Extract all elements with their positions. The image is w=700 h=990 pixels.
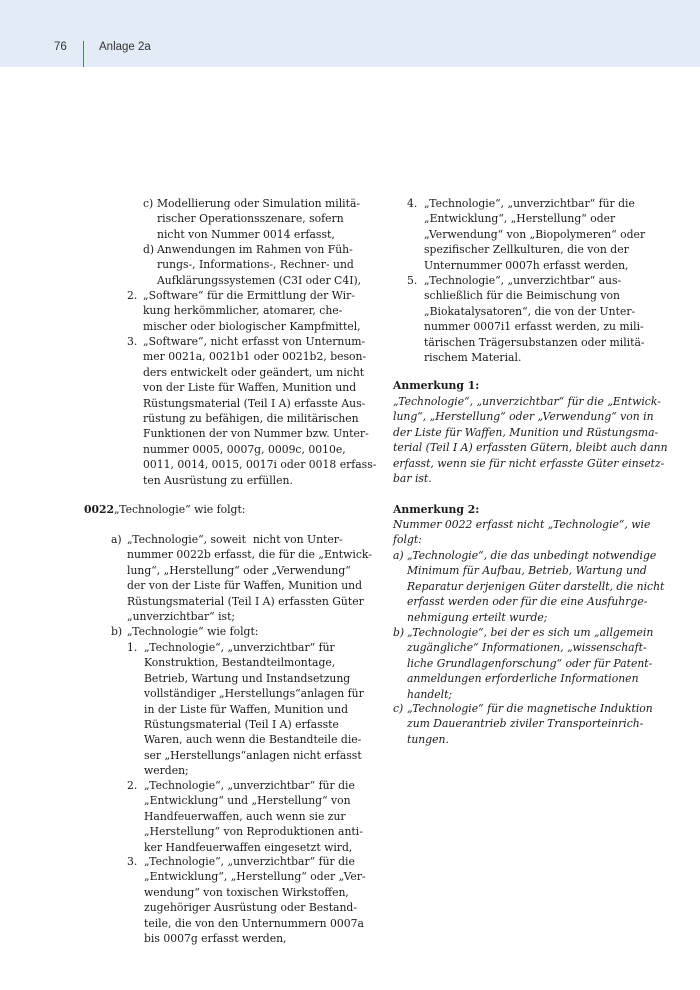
text-line: erfasst werden oder für die eine Ausfuhrge-	[407, 595, 648, 609]
text-line: ser „Herstellungs“anlagen nicht erfasst	[144, 748, 362, 762]
item-2-text	[143, 288, 361, 334]
text-line: rischer Operationsszenare, sofern	[157, 212, 344, 226]
text-line: mer 0021a, 0021b1 oder 0021b2, beson-	[143, 350, 367, 364]
text-line: Minimum für Aufbau, Betrieb, Wartung und	[407, 564, 647, 578]
item-b2-marker: 2.	[127, 779, 138, 792]
item-a-text	[127, 532, 372, 624]
text-line: „Entwicklung“, „Herstellung“ oder	[424, 212, 616, 226]
text-line: bar ist.	[393, 472, 432, 486]
text-line: teile, die von den Unternummern 0007a	[144, 916, 364, 930]
text-line: Rüstungsmaterial (Teil I A) erfassten Güter	[127, 594, 364, 608]
text-line: der Liste für Waffen, Munition und Rüstungsma-	[393, 425, 659, 439]
text-line: tärischen Trägersubstanzen oder militä-	[424, 335, 645, 349]
text-line: „unverzichtbar“ ist;	[127, 610, 236, 624]
text-line: rischem Material.	[424, 351, 522, 365]
text-line: nehmigung erteilt wurde;	[407, 610, 548, 624]
text-line: der von der Liste für Waffen, Munition und	[127, 579, 363, 593]
text-line: zugängliche“ Informationen, „wissenschaft-	[407, 641, 647, 655]
text-line: liche Grundlagenforschung“ oder für Patent-	[407, 656, 653, 670]
text-line: „Verwendung“ von „Biopolymeren“ oder	[424, 227, 646, 241]
text-line: „Entwicklung“ und „Herstellung“ von	[144, 794, 351, 808]
item-b1-marker: 1.	[127, 641, 138, 654]
text-line: terial (Teil I A) erfassten Gütern, bleibt auch dann	[393, 441, 668, 455]
text-line: Konstruktion, Bestandteilmontage,	[144, 656, 336, 670]
text-line: Rüstungsmaterial (Teil I A) erfasste	[144, 718, 339, 732]
item-5-marker: 5.	[407, 274, 418, 287]
note2-b-text	[407, 625, 653, 702]
item-b-marker: b)	[111, 625, 123, 638]
entry-title: „Technologie“ wie folgt:	[114, 503, 246, 516]
item-b3-marker: 3.	[127, 855, 138, 868]
text-line: „Software“, nicht erfasst von Unternum-	[143, 335, 366, 348]
text-line: kung herkömmlicher, atomarer, che-	[143, 304, 343, 318]
text-line: ker Handfeuerwaffen eingesetzt wird,	[144, 840, 353, 854]
note1-text	[393, 394, 668, 486]
text-line: „Technologie“, die das unbedingt notwendige	[407, 549, 657, 562]
item-3-marker: 3.	[127, 335, 138, 348]
text-line: Anwendungen im Rahmen von Füh-	[157, 243, 353, 256]
text-line: rüstung zu befähigen, die militärischen	[143, 412, 359, 426]
text-line: vollständiger „Herstellungs“anlagen für	[144, 687, 364, 701]
note2-a-text	[407, 548, 664, 625]
item-b2-text	[144, 778, 363, 855]
text-line: rungs-, Informations-, Rechner- und	[157, 258, 354, 272]
text-line: bis 0007g erfasst werden,	[144, 932, 287, 946]
item-c-marker: c)	[143, 197, 154, 210]
text-line: „Technologie“, „unverzichtbar“ für die	[144, 779, 355, 792]
item-5-text	[424, 273, 645, 365]
item-d-marker: d)	[143, 243, 155, 256]
text-line: lung“, „Herstellung“ oder „Verwendung“	[127, 563, 351, 577]
text-line: nummer 0007i1 erfasst werden, zu mili-	[424, 320, 644, 334]
text-line: in der Liste für Waffen, Munition und	[144, 702, 348, 716]
entry-number: 0022	[84, 503, 115, 516]
text-line: ders entwickelt oder geändert, um nicht	[143, 365, 365, 379]
text-line: werden;	[144, 764, 189, 778]
text-line: „Technologie“ für die magnetische Induktion	[407, 702, 653, 715]
text-line: schließlich für die Beimischung von	[424, 289, 620, 303]
item-4-marker: 4.	[407, 197, 418, 210]
text-line: zum Dauerantrieb ziviler Transporteinrich-	[407, 717, 644, 731]
note2-title: Anmerkung 2:	[393, 503, 480, 516]
item-b-text	[127, 624, 258, 639]
item-b1-text	[144, 640, 364, 779]
text-line: Aufklärungssystemen (C3I oder C4I),	[157, 273, 362, 287]
text-line: Funktionen der von Nummer bzw. Unter-	[143, 427, 369, 441]
item-3-text	[143, 334, 376, 488]
text-line: „Technologie“, „unverzichtbar“ für	[144, 641, 335, 654]
note2-a-marker: a)	[393, 549, 404, 562]
text-line: Handfeuerwaffen, auch wenn sie zur	[144, 809, 346, 823]
note2-c-text	[407, 701, 653, 747]
text-line: Reparatur derjenigen Güter darstellt, die nicht	[407, 579, 665, 593]
page-number: 76	[54, 41, 67, 53]
text-line: spezifischer Zellkulturen, die von der	[424, 243, 629, 257]
note2-c-marker: c)	[393, 702, 404, 715]
text-line: „Technologie“, „unverzichtbar“ aus-	[424, 274, 622, 287]
text-line: anmeldungen erforderliche Informationen	[407, 672, 639, 686]
text-line: „Technologie“, bei der es sich um „allgemein	[407, 626, 654, 639]
text-line: „Technologie“, „unverzichtbar“ für die	[424, 197, 635, 210]
text-line: erfasst, wenn sie für nicht erfasste Güter einsetz-	[393, 456, 665, 470]
text-line: nummer 0022b erfasst, die für die „Entwick-	[127, 548, 372, 562]
text-line: ten Ausrüstung zu erfüllen.	[143, 473, 293, 487]
text-line: „Software“ für die Ermittlung der Wir-	[143, 289, 355, 302]
section-label: Anlage 2a	[99, 41, 151, 53]
text-line: von der Liste für Waffen, Munition und	[143, 381, 357, 395]
page-header-band	[0, 0, 700, 67]
text-line: Rüstungsmaterial (Teil I A) erfasste Aus-	[143, 396, 366, 410]
text-line: „Biokatalysatoren“, die von der Unter-	[424, 304, 636, 318]
item-4-text	[424, 196, 645, 273]
text-line: 0011, 0014, 0015, 0017i oder 0018 erfass-	[143, 458, 377, 472]
item-a-marker: a)	[111, 533, 122, 546]
item-c-text	[157, 196, 360, 242]
text-line: Modellierung oder Simulation militä-	[157, 197, 361, 210]
note2-b-marker: b)	[393, 626, 405, 639]
item-d-text	[157, 242, 361, 288]
text-line: Betrieb, Wartung und Instandsetzung	[144, 671, 351, 685]
note1-title: Anmerkung 1:	[393, 379, 480, 392]
text-line: tungen.	[407, 732, 449, 746]
text-line: mischer oder biologischer Kampfmittel,	[143, 319, 361, 333]
text-line: Unternummer 0007h erfasst werden,	[424, 258, 629, 272]
text-line: folgt:	[393, 533, 422, 547]
text-line: lung“, „Herstellung“ oder „Verwendung“ von in	[393, 410, 654, 424]
text-line: „Herstellung“ von Reproduktionen anti-	[144, 825, 363, 839]
text-line: zugehöriger Ausrüstung oder Bestand-	[144, 901, 357, 915]
text-line: handelt;	[407, 687, 453, 701]
text-line: „Entwicklung“, „Herstellung“ oder „Ver-	[144, 870, 366, 884]
text-line: nummer 0005, 0007g, 0009c, 0010e,	[143, 442, 346, 456]
text-line: „Technologie“ wie folgt:	[127, 625, 259, 638]
text-line: nicht von Nummer 0014 erfasst,	[157, 227, 335, 241]
item-b3-text	[144, 854, 366, 946]
note2-text	[393, 517, 650, 548]
text-line: Nummer 0022 erfasst nicht „Technologie“, wie	[393, 518, 651, 531]
text-line: „Technologie“, „unverzichtbar“ für die	[144, 855, 355, 868]
header-divider	[83, 41, 84, 67]
text-line: Waren, auch wenn die Bestandteile die-	[144, 733, 362, 747]
text-line: „Technologie“, „unverzichtbar“ für die „Entwick-	[393, 395, 661, 408]
text-line: wendung“ von toxischen Wirkstoffen,	[144, 885, 349, 899]
text-line: „Technologie“, soweit nicht von Unter-	[127, 533, 343, 546]
item-2-marker: 2.	[127, 289, 138, 302]
